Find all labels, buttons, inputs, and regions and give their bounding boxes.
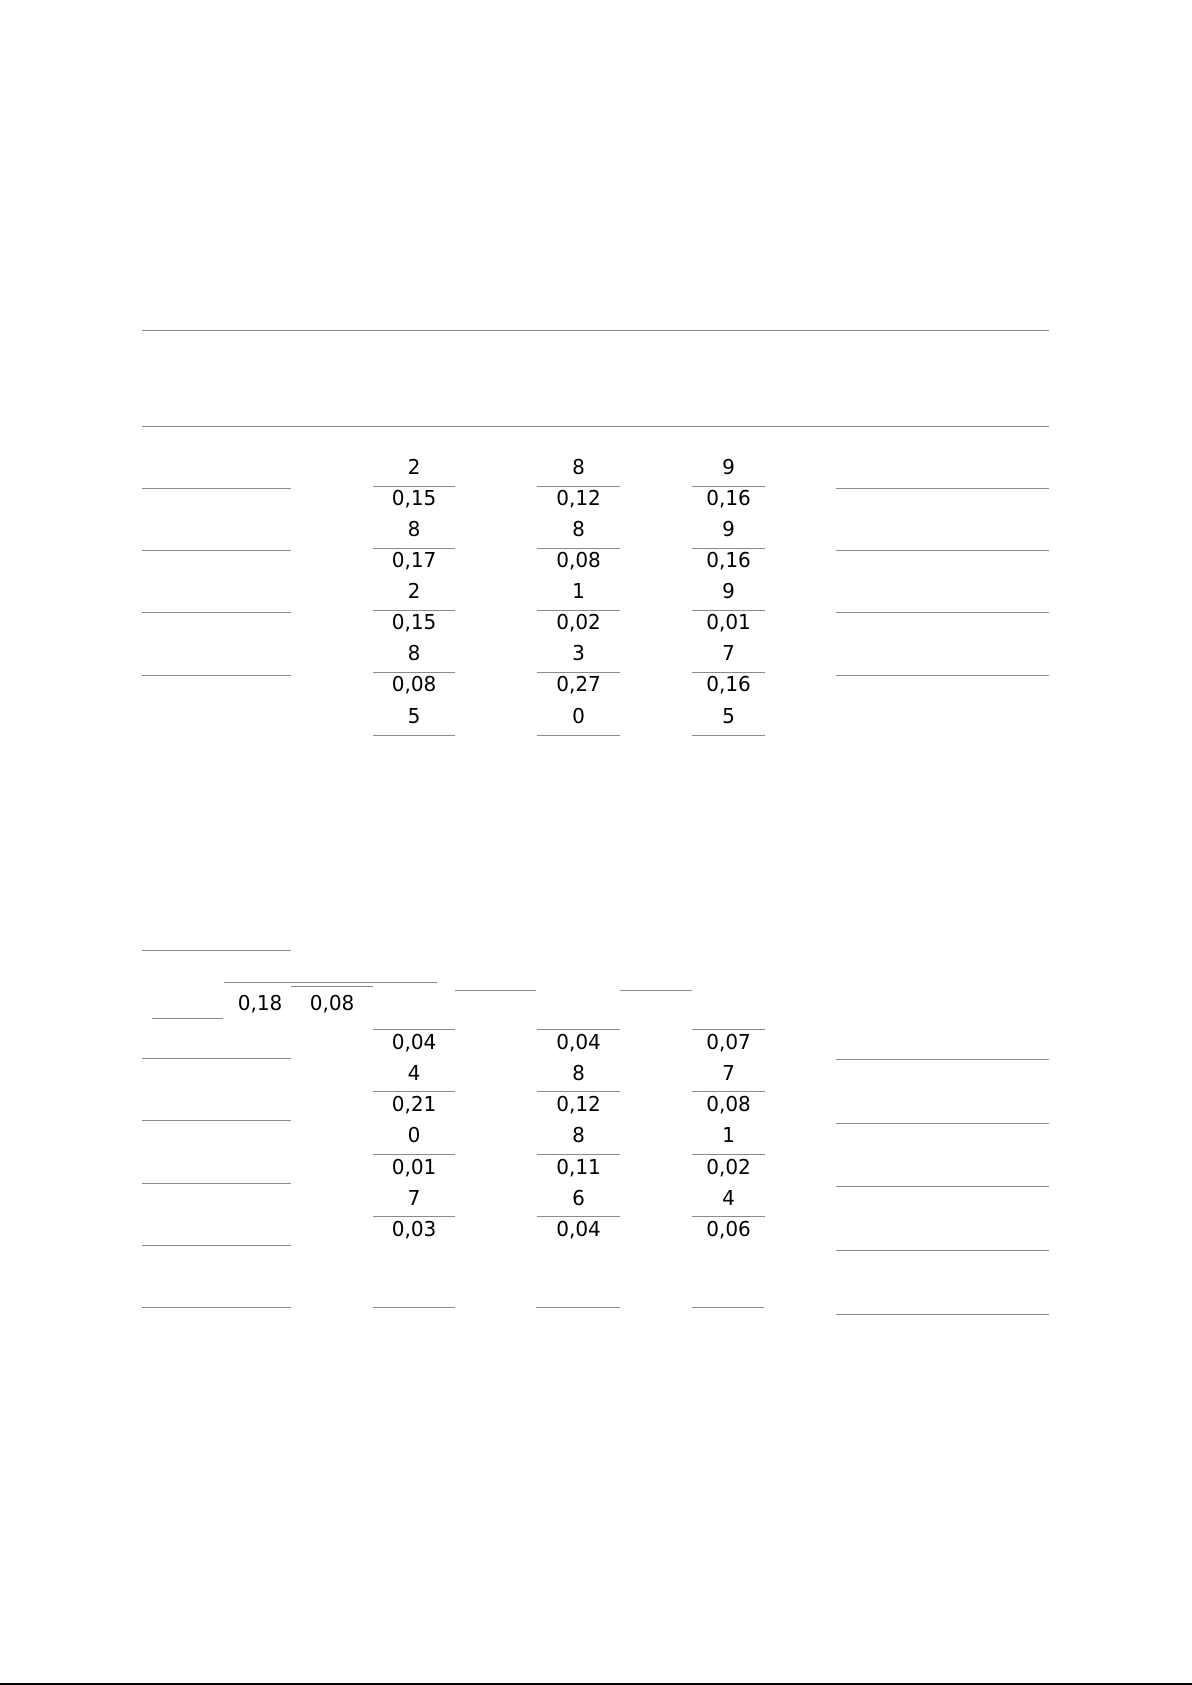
table-2-right-rule [836,1186,1049,1187]
table-2-col2-rule [536,1307,620,1308]
table-1-cell: 0,27 [556,672,601,696]
table-2-cell: 7 [722,1061,735,1085]
table-1-cell: 0,08 [391,672,437,696]
table-2-cell: 1 [722,1123,735,1147]
table-2-header-rule [620,990,692,991]
table-1-cell: 3 [572,641,585,665]
table-2-cell: 0,04 [556,1217,601,1241]
table-1-cell: 5 [407,704,421,728]
table-2-header-rule [455,990,536,991]
table-1-cell: 0,16 [706,672,751,696]
table-2-right-rule [836,1314,1049,1315]
table-1-cell: 7 [722,641,735,665]
table-2-cell: 0,01 [391,1155,437,1179]
table-2-col1-rule [373,1307,455,1308]
table-2-header-value: 0,18 [237,991,283,1015]
table-2-cell: 0,07 [706,1030,751,1054]
table-2-right-rule [836,1059,1049,1060]
table-1-cell: 1 [572,579,585,603]
table-1-cell: 0 [572,704,585,728]
table-2-left-rule [142,1183,291,1184]
table-1-cell: 8 [572,455,585,479]
table-1-cell: 0,17 [391,548,437,572]
table-1-left-rule [142,550,291,551]
table-1-cell: 0,15 [391,486,437,510]
table-1-cell: 0,15 [391,610,437,634]
table-1-cell: 5 [722,704,735,728]
table-2-cell: 7 [407,1186,421,1210]
table-2-cell: 0,21 [391,1092,437,1116]
table-2-top-rule [142,950,291,951]
table-1-cell: 2 [407,455,421,479]
table-2-left-rule [142,1245,291,1246]
table-2-cell: 4 [407,1061,421,1085]
table-1-cell: 9 [722,455,735,479]
table-2-cell: 0,04 [556,1030,601,1054]
table-2-header-rule [224,982,437,983]
table-1-cell: 0,16 [706,486,751,510]
table-2-cell: 8 [572,1123,585,1147]
table-1-cell: 8 [407,517,421,541]
table-2-cell: 8 [572,1061,585,1085]
table-2-right-rule [836,1250,1049,1251]
table-1-col3-rule [692,735,765,736]
table-2-left-rule [142,1120,291,1121]
table-2-cell: 0,08 [706,1092,751,1116]
table-2-header-value: 0,08 [309,991,355,1015]
table-2-cell: 0,02 [706,1155,751,1179]
table-2-cell: 0,11 [556,1155,601,1179]
table-2-cell: 0 [407,1123,421,1147]
table-2-col3-rule [692,1307,764,1308]
table-1-cell: 8 [407,641,421,665]
table-2-right-rule [836,1123,1049,1124]
table-1-cell: 2 [407,579,421,603]
table-2-header-rule [291,986,373,987]
table-2-cell: 0,06 [706,1217,751,1241]
table-1-right-rule [836,675,1049,676]
table-1-cell: 9 [722,517,735,541]
table-1-cell: 8 [572,517,585,541]
table-2-left-rule [142,1307,291,1308]
table-1-right-rule [836,550,1049,551]
table-2-cell: 0,03 [391,1217,437,1241]
table-1-col1-rule [373,735,455,736]
table-1-left-rule [142,612,291,613]
table-1-right-rule [836,488,1049,489]
table-1-top-rule [142,330,1049,331]
table-2-left-rule [142,1058,291,1059]
table-1-right-rule [836,612,1049,613]
table-1-left-rule [142,675,291,676]
table-1-col2-rule [537,735,620,736]
table-1-cell: 0,02 [556,610,601,634]
table-2-cell: 4 [722,1186,735,1210]
table-1-cell: 0,16 [706,548,751,572]
table-1-left-rule [142,488,291,489]
table-2-cell: 0,04 [391,1030,437,1054]
table-1-header-rule [142,426,1049,427]
table-2-header-rule [152,1018,223,1019]
table-2-cell: 0,12 [556,1092,601,1116]
table-2-cell: 6 [572,1186,585,1210]
table-1-cell: 0,01 [706,610,751,634]
table-1-cell: 0,12 [556,486,601,510]
table-1-cell: 9 [722,579,735,603]
table-1-cell: 0,08 [556,548,601,572]
